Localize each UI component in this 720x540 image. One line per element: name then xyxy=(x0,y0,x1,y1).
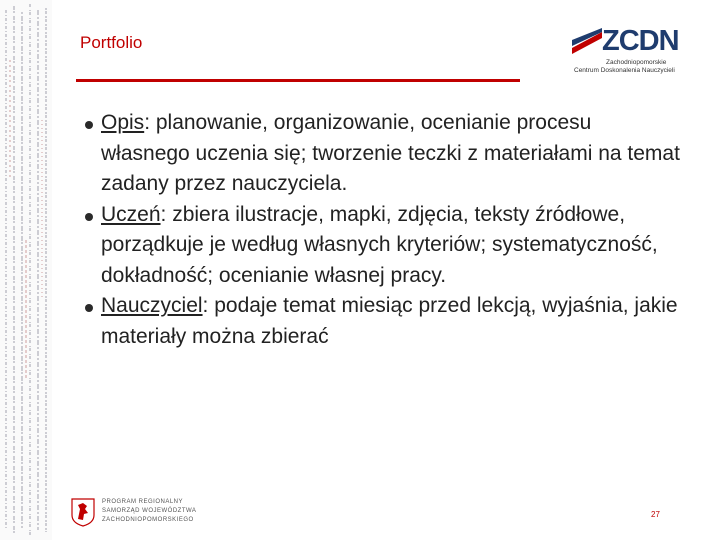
bullet-text: : zbiera ilustracje, mapki, zdjęcia, teksty źródłowe, porządkuje je według własnych kryteriów; systematyczność, dokładność; ocenianie własnej pracy. xyxy=(101,202,658,287)
footer-text-1: PROGRAM REGIONALNY xyxy=(102,499,184,505)
bullet-item xyxy=(80,108,680,200)
logo-wordmark: ZCDN xyxy=(602,25,679,57)
griffin-crest-icon xyxy=(70,497,96,527)
page-number: 27 xyxy=(651,510,660,519)
footer-text-3: ZACHODNIOPOMORSKIEGO xyxy=(102,517,194,523)
regional-logo xyxy=(70,497,210,531)
handwritten-side-strip xyxy=(0,0,52,540)
slide-title: Portfolio xyxy=(80,33,143,52)
footer-text-2: SAMORZĄD WOJEWÓDZTWA xyxy=(102,508,197,514)
bullet-icon xyxy=(85,121,93,129)
bullet-icon xyxy=(85,213,93,221)
bullet-term: Opis xyxy=(101,111,145,134)
bullet-list xyxy=(80,108,680,352)
bullet-term: Uczeń xyxy=(101,202,161,226)
zcdn-flag-icon xyxy=(572,28,602,56)
bullet-icon xyxy=(85,304,93,312)
bullet-term: Nauczyciel xyxy=(101,294,203,317)
bullet-text: : planowanie, organizowanie, ocenianie procesu własnego uczenia się; tworzenie teczki z materiałami na temat zadany przez nauczyciela. xyxy=(101,111,680,195)
bullet-item xyxy=(80,200,680,292)
title-underline xyxy=(76,79,520,82)
bullet-item xyxy=(80,291,680,352)
bullet-text: : podaje temat miesiąc przed lekcją, wyjaśnia, jakie materiały można zbierać xyxy=(101,294,678,348)
logo-subtitle-1: Zachodniopomorskie xyxy=(606,59,667,66)
zcdn-logo xyxy=(572,25,684,76)
logo-subtitle-2: Centrum Doskonalenia Nauczycieli xyxy=(574,67,675,74)
